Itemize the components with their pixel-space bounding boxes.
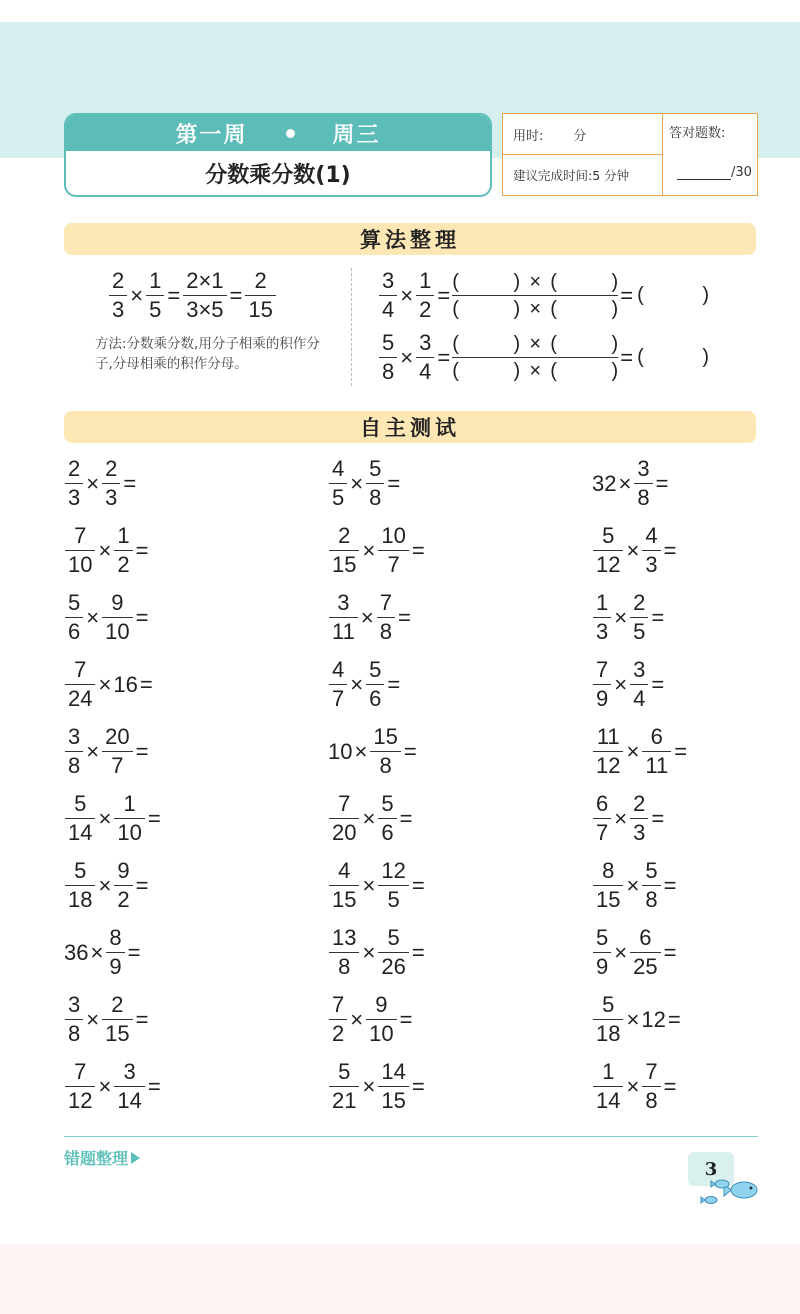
problem-18: $\frac{6}{7}$ × $\frac{2}{3}$ =: [592, 793, 666, 844]
fraction: $\frac{3}{14}$: [114, 1061, 144, 1112]
suggested-time-cell: [503, 155, 663, 195]
fraction: $\frac{5}{6}$: [378, 793, 396, 844]
used-time-label: 用时:: [513, 128, 544, 144]
fraction: $\frac{4}{3}$: [642, 525, 660, 576]
problem-25: $\frac{3}{8}$ × $\frac{2}{15}$ =: [64, 994, 150, 1045]
fraction: $\frac{6}{7}$: [593, 793, 611, 844]
score-total: /30: [731, 165, 752, 180]
fraction: $\frac{8}{15}$: [593, 860, 623, 911]
problem-19: $\frac{5}{18}$ × $\frac{9}{2}$ =: [64, 860, 150, 911]
fraction: $\frac{2}{3}$: [65, 458, 83, 509]
problem-8: $\frac{3}{11}$ × $\frac{7}{8}$ =: [328, 592, 413, 643]
correct-count-cell[interactable]: [663, 114, 757, 195]
fraction: $\frac{2}{5}$: [630, 592, 648, 643]
footer-divider: [64, 1136, 758, 1137]
problem-1: $\frac{2}{3}$ × $\frac{2}{3}$ =: [64, 458, 138, 509]
fraction: $\frac{7}{8}$: [642, 1061, 660, 1112]
fill-in-fraction[interactable]: ( ) × ( ) ( ) × ( ): [452, 271, 619, 320]
fraction: $\frac{14}{15}$: [378, 1061, 408, 1112]
suggested-time-text: 建议完成时间:5 分钟: [513, 168, 630, 183]
fill-in-fraction[interactable]: ( ) × ( ) ( ) × ( ): [452, 333, 619, 382]
problem-3: 32 × $\frac{3}{8}$ =: [592, 456, 669, 510]
fraction: $\frac{4}{15}$: [329, 860, 359, 911]
fraction: $\frac{5}{6}$: [366, 659, 384, 710]
score-blank[interactable]: [677, 166, 731, 180]
fraction: $\frac{7}{10}$: [65, 525, 95, 576]
fraction: $\frac{1}{2}$: [114, 525, 132, 576]
fraction: $\frac{1}{5}$: [146, 270, 164, 321]
whole-number: 10: [328, 738, 353, 764]
fraction: $\frac{13}{8}$: [329, 927, 359, 978]
problem-28: $\frac{7}{12}$ × $\frac{3}{14}$ =: [64, 1061, 163, 1112]
arrow-right-icon: [131, 1152, 140, 1164]
fraction: $\frac{2}{15}$: [329, 525, 359, 576]
time-score-box: [502, 113, 758, 196]
bottom-background-band: [0, 1244, 800, 1314]
fraction: $\frac{7}{24}$: [65, 659, 95, 710]
fraction: $\frac{5}{18}$: [65, 860, 95, 911]
fraction: $\frac{5}{14}$: [65, 793, 95, 844]
problem-6: $\frac{5}{12}$ × $\frac{4}{3}$ =: [592, 525, 678, 576]
fraction: $\frac{2}{15}$: [102, 994, 132, 1045]
fraction: $\frac{7}{12}$: [65, 1061, 95, 1112]
problem-17: $\frac{7}{20}$ × $\frac{5}{6}$ =: [328, 793, 414, 844]
fill-in-result[interactable]: ( ): [637, 346, 710, 368]
fraction: $\frac{5}{8}$: [366, 458, 384, 509]
problem-12: $\frac{7}{9}$ × $\frac{3}{4}$ =: [592, 659, 666, 710]
fraction: $\frac{5}{21}$: [329, 1061, 359, 1112]
problem-24: $\frac{5}{9}$ × $\frac{6}{25}$ =: [592, 927, 678, 978]
fraction: $\frac{5}{6}$: [65, 592, 83, 643]
section-title-algorithm: 算法整理: [64, 223, 756, 255]
fill-in-result[interactable]: ( ): [637, 284, 710, 306]
problem-21: $\frac{8}{15}$ × $\frac{5}{8}$ =: [592, 860, 678, 911]
problem-26: $\frac{7}{2}$ × $\frac{9}{10}$ =: [328, 994, 414, 1045]
problem-9: $\frac{1}{3}$ × $\frac{2}{5}$ =: [592, 592, 666, 643]
used-time-unit: 分: [573, 128, 587, 144]
example-equation: $\frac{2}{3}$ × $\frac{1}{5}$ = $\frac{2\times 1}{3\times 5}$ = $\frac{2}{15}$: [108, 270, 277, 321]
whole-number: 12: [641, 1006, 666, 1032]
fraction: $\frac{7}{2}$: [329, 994, 347, 1045]
fraction: $\frac{3}{8}$: [65, 726, 83, 777]
fraction: $\frac{2}{3}$: [630, 793, 648, 844]
whole-number: 36: [64, 939, 89, 965]
problem-16: $\frac{5}{14}$ × $\frac{1}{10}$ =: [64, 793, 163, 844]
used-time-cell[interactable]: [503, 114, 663, 155]
practice-equation-1: $\frac{3}{4}$ × $\frac{1}{2}$ = ( ) × ( ) ( ) × ( ) = ( ): [378, 270, 709, 321]
fraction: $\frac{6}{25}$: [630, 927, 660, 978]
fraction: $\frac{2}{3}$: [102, 458, 120, 509]
fraction: $\frac{2}{15}$: [245, 270, 275, 321]
fraction: $\frac{3}{11}$: [329, 592, 358, 643]
fraction: $\frac{5}{18}$: [593, 994, 623, 1045]
fraction: $\frac{5}{12}$: [593, 525, 623, 576]
fraction: $\frac{7}{20}$: [329, 793, 359, 844]
fraction: $\frac{4}{5}$: [329, 458, 347, 509]
fraction: $\frac{7}{8}$: [377, 592, 395, 643]
fraction: $\frac{5}{26}$: [378, 927, 408, 978]
fraction: $\frac{4}{7}$: [329, 659, 347, 710]
problem-27: $\frac{5}{18}$ × 12 =: [592, 994, 683, 1045]
whole-number: 32: [592, 470, 617, 496]
section-title-self-test: 自主测试: [64, 411, 756, 443]
fraction: $\frac{15}{8}$: [370, 726, 400, 777]
problem-30: $\frac{1}{14}$ × $\frac{7}{8}$ =: [592, 1061, 678, 1112]
fraction: $\frac{2}{3}$: [109, 270, 127, 321]
method-description: 方法:分数乘分数,用分子相乘的积作分子,分母相乘的积作分母。: [95, 336, 320, 372]
fraction: $\frac{1}{10}$: [114, 793, 144, 844]
lesson-title: 分数乘分数(1): [205, 162, 351, 188]
fraction: $\frac{8}{9}$: [106, 927, 124, 978]
fraction: $\frac{1}{3}$: [593, 592, 611, 643]
mistake-review-label[interactable]: 错题整理: [64, 1146, 140, 1169]
problem-29: $\frac{5}{21}$ × $\frac{14}{15}$ =: [328, 1061, 427, 1112]
separator-dot-icon: [286, 129, 295, 138]
fraction: $\frac{3}{8}$: [65, 994, 83, 1045]
week-day-bar: [66, 115, 490, 151]
problem-4: $\frac{7}{10}$ × $\frac{1}{2}$ =: [64, 525, 150, 576]
fraction: $\frac{3}{8}$: [634, 458, 652, 509]
fraction: $\frac{12}{5}$: [378, 860, 408, 911]
fish-decoration-icon: [700, 1178, 764, 1210]
fraction: $\frac{5}{9}$: [593, 927, 611, 978]
problem-23: $\frac{13}{8}$ × $\frac{5}{26}$ =: [328, 927, 427, 978]
week-header: [64, 113, 492, 197]
problem-2: $\frac{4}{5}$ × $\frac{5}{8}$ =: [328, 458, 402, 509]
fraction: $\frac{20}{7}$: [102, 726, 132, 777]
problem-7: $\frac{5}{6}$ × $\frac{9}{10}$ =: [64, 592, 150, 643]
fraction: $\frac{2\times 1}{3\times 5}$: [183, 270, 226, 321]
problem-13: $\frac{3}{8}$ × $\frac{20}{7}$ =: [64, 726, 150, 777]
dashed-divider: [351, 268, 352, 386]
problem-20: $\frac{4}{15}$ × $\frac{12}{5}$ =: [328, 860, 427, 911]
practice-equation-2: $\frac{5}{8}$ × $\frac{3}{4}$ = ( ) × ( ) ( ) × ( ) = ( ): [378, 332, 709, 383]
fraction: $\frac{3}{4}$: [630, 659, 648, 710]
problem-5: $\frac{2}{15}$ × $\frac{10}{7}$ =: [328, 525, 427, 576]
problem-11: $\frac{4}{7}$ × $\frac{5}{6}$ =: [328, 659, 402, 710]
day-label: 周三: [332, 122, 381, 148]
fraction: $\frac{5}{8}$: [642, 860, 660, 911]
fraction: $\frac{1}{14}$: [593, 1061, 623, 1112]
problem-15: $\frac{11}{12}$ × $\frac{6}{11}$ =: [592, 726, 689, 777]
page-number: 3: [688, 1152, 734, 1186]
fraction: $\frac{6}{11}$: [642, 726, 671, 777]
fraction: $\frac{10}{7}$: [378, 525, 408, 576]
fraction: $\frac{9}{2}$: [114, 860, 132, 911]
whole-number: 16: [113, 671, 138, 697]
fraction: $\frac{9}{10}$: [102, 592, 132, 643]
problem-10: $\frac{7}{24}$ × 16 =: [64, 659, 155, 710]
problem-22: 36 × $\frac{8}{9}$ =: [64, 925, 141, 979]
fraction: $\frac{7}{9}$: [593, 659, 611, 710]
fraction: $\frac{11}{12}$: [593, 726, 623, 777]
fraction: $\frac{9}{10}$: [366, 994, 396, 1045]
week-label: 第一周: [175, 122, 248, 148]
problem-14: 10 × $\frac{15}{8}$ =: [328, 724, 417, 778]
correct-count-label: 答对题数:: [669, 126, 726, 141]
